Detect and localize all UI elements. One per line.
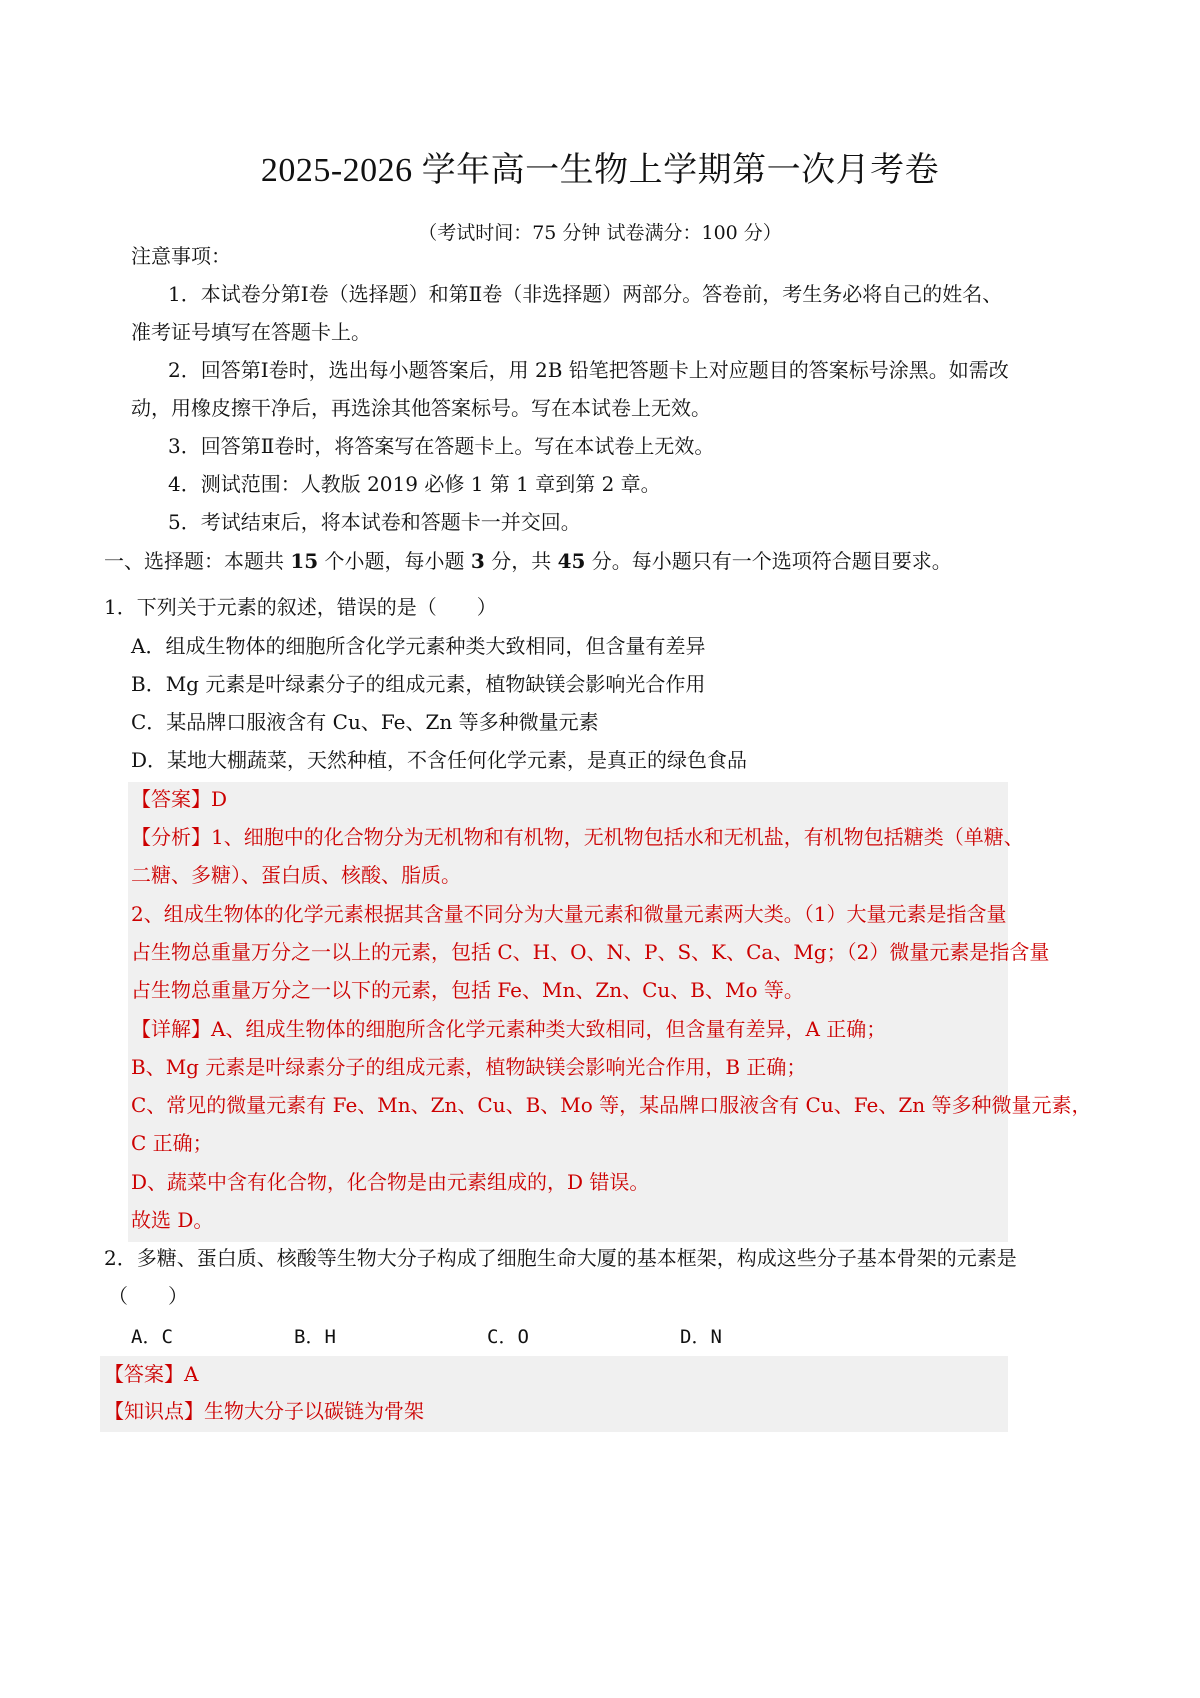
question-2-option-b: B．H [294,1326,336,1348]
notice-item: 5．考试结束后，将本试卷和答题卡一并交回。 [168,510,581,534]
question-1-conclusion: 故选 D。 [131,1208,214,1232]
question-1-detail: D、蔬菜中含有化合物，化合物是由元素组成的，D 错误。 [131,1170,650,1194]
notice-item: 3．回答第Ⅱ卷时，将答案写在答题卡上。写在本试卷上无效。 [168,434,715,458]
question-1-detail: C 正确； [131,1131,213,1155]
question-1-option-c: C．某品牌口服液含有 Cu、Fe、Zn 等多种微量元素 [131,710,599,734]
question-2-answer: 【答案】A [104,1362,199,1386]
question-1-detail: C、常见的微量元素有 Fe、Mn、Zn、Cu、B、Mo 等，某品牌口服液含有 Cu、Fe、Zn 等多种微量元素， [131,1093,1092,1117]
notice-item: 准考证号填写在答题卡上。 [131,320,371,344]
question-2-knowledge-point: 【知识点】生物大分子以碳链为骨架 [104,1399,424,1423]
question-1-stem: 1．下列关于元素的叙述，错误的是（ ） [104,595,497,619]
notice-item: 动，用橡皮擦干净后，再选涂其他答案标号。写在本试卷上无效。 [131,396,711,420]
notice-item: 2．回答第Ⅰ卷时，选出每小题答案后，用 2B 铅笔把答题卡上对应题目的答案标号涂黑。如需改 [168,358,1009,382]
section-heading: 一、选择题：本题共 15 个小题，每小题 3 分，共 45 分。每小题只有一个选项符合题目要求。 [104,549,952,573]
question-1-analysis: 二糖、多糖）、蛋白质、核酸、脂质。 [131,863,461,887]
question-1-option-d: D．某地大棚蔬菜，天然种植，不含任何化学元素，是真正的绿色食品 [131,748,748,772]
question-1-analysis: 占生物总重量万分之一以下的元素，包括 Fe、Mn、Zn、Cu、B、Mo 等。 [131,978,804,1002]
question-2-option-c: C．O [487,1326,529,1348]
question-1-detail: 【详解】A、组成生物体的细胞所含化学元素种类大致相同，但含量有差异，A 正确； [131,1017,887,1041]
question-1-detail: B、Mg 元素是叶绿素分子的组成元素，植物缺镁会影响光合作用，B 正确； [131,1055,807,1079]
question-1-option-b: B．Mg 元素是叶绿素分子的组成元素，植物缺镁会影响光合作用 [131,672,706,696]
question-1-option-a: A．组成生物体的细胞所含化学元素种类大致相同，但含量有差异 [131,634,706,658]
question-1-analysis: 【分析】1、细胞中的化合物分为无机物和有机物，无机物包括水和无机盐，有机物包括糖类（单糖、 [131,825,1024,849]
exam-subtitle: （考试时间：75 分钟 试卷满分：100 分） [418,222,782,244]
question-2-stem: 2．多糖、蛋白质、核酸等生物大分子构成了细胞生命大厦的基本框架，构成这些分子基本骨架的元素是 [104,1246,1017,1270]
notice-heading: 注意事项： [131,244,231,268]
question-1-analysis: 2、组成生物体的化学元素根据其含量不同分为大量元素和微量元素两大类。（1）大量元素是指含量 [131,902,1007,926]
notice-item: 1．本试卷分第Ⅰ卷（选择题）和第Ⅱ卷（非选择题）两部分。答卷前，考生务必将自己的姓名、 [168,282,1003,306]
question-2-option-d: D．N [680,1326,722,1348]
question-1-answer: 【答案】D [131,787,228,811]
question-2-option-a: A．C [131,1326,173,1348]
exam-title: 2025-2026 学年高一生物上学期第一次月考卷 [260,152,940,189]
question-1-analysis: 占生物总重量万分之一以上的元素，包括 C、H、O、N、P、S、K、Ca、Mg；（2）微量元素是指含量 [131,940,1050,964]
notice-item: 4．测试范围：人教版 2019 必修 1 第 1 章到第 2 章。 [168,472,661,496]
question-2-stem-blank: （ ） [108,1284,188,1308]
